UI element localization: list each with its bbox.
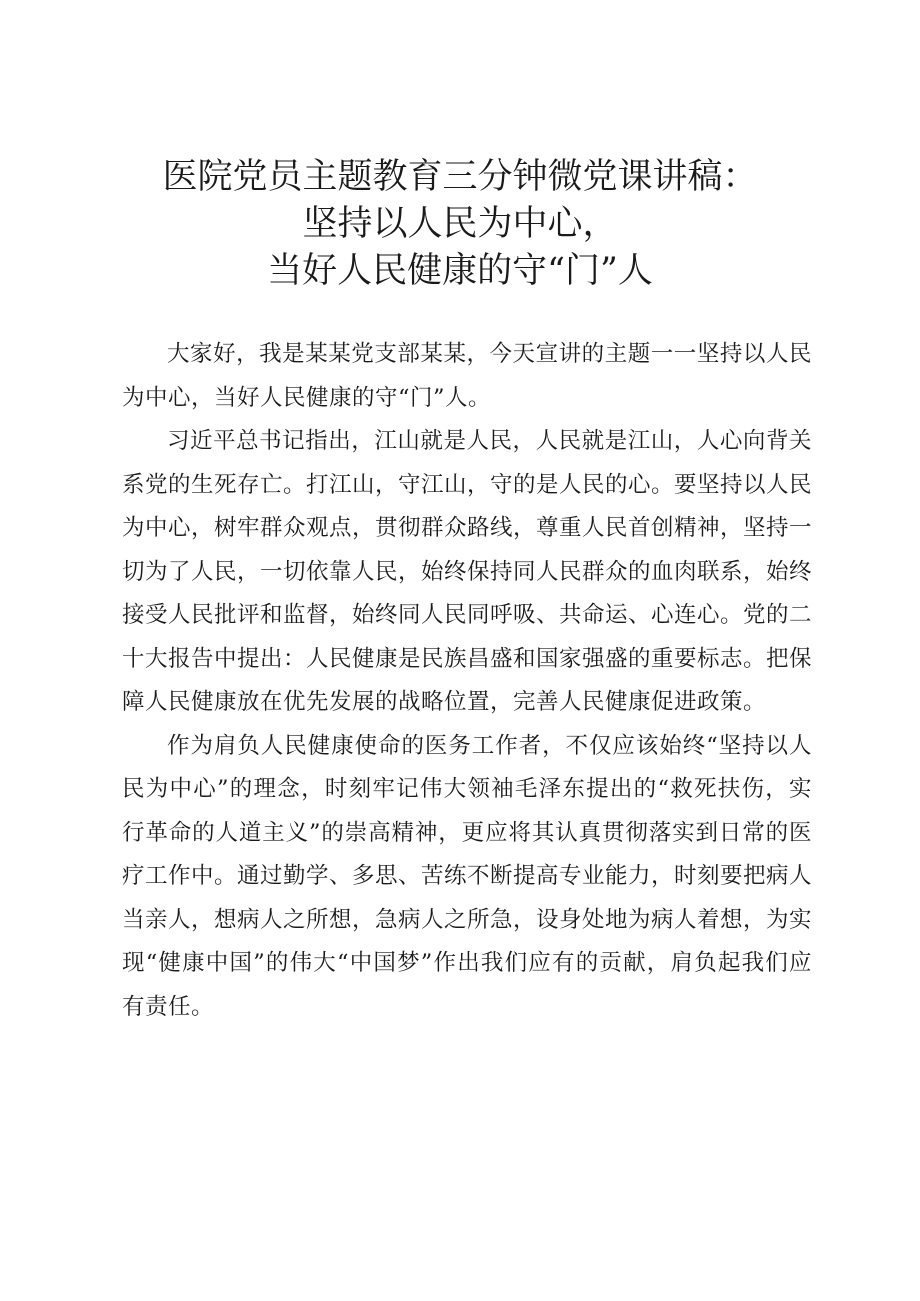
title-line-3: 当好人民健康的守“门”人 bbox=[267, 251, 653, 291]
paragraph-medical-workers: 作为肩负人民健康使命的医务工作者，不仅应该始终“坚持以人民为中心”的理念，时刻牢记伟大领袖毛泽东提出的“救死扶伤，实行革命的人道主义”的崇高精神，更应将其认真贯彻落实到日常的医疗工作中。通过勤学、多思、苦练不断提高专业能力，时刻要把病人当亲人，想病人之所想，急病人之所急，设身处地为病人着想，为实现“健康中国”的伟大“中国梦”作出我们应有的贡献，肩负起我们应有责任。 bbox=[122, 732, 813, 1020]
document-body bbox=[122, 333, 812, 1029]
title-line-1: 医院党员主题教育三分钟微党课讲稿： bbox=[162, 157, 758, 197]
paragraph-quote: 习近平总书记指出，江山就是人民，人民就是江山，人心向背关系党的生死存亡。打江山，守江山，守的是人民的心。要坚持以人民为中心，树牢群众观点，贯彻群众路线，尊重人民首创精神，坚持一切为了人民，一切依靠人民，始终保持同人民群众的血肉联系，始终接受人民批评和监督，始终同人民同呼吸、共命运、心连心。党的二十大报告中提出：人民健康是民族昌盛和国家强盛的重要标志。把保障人民健康放在优先发展的战略位置，完善人民健康促进政策。 bbox=[122, 428, 813, 715]
paragraph-greeting: 大家好，我是某某党支部某某，今天宣讲的主题一一坚持以人民为中心，当好人民健康的守“门”人。 bbox=[122, 341, 812, 411]
title-line-2: 坚持以人民为中心， bbox=[302, 204, 618, 244]
document-title bbox=[0, 154, 920, 295]
